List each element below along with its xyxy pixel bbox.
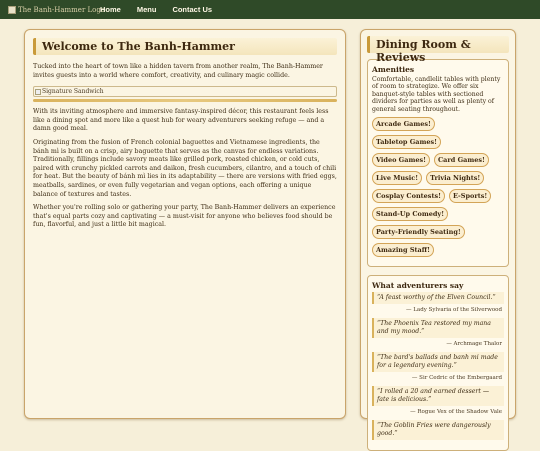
welcome-heading: Welcome to The Banh-Hammer (33, 38, 337, 55)
image-alt-text: Signature Sandwich (42, 88, 104, 96)
review-quote: “I rolled a 20 and earned dessert — fate is delicious.” (372, 386, 504, 406)
top-navigation (0, 0, 540, 19)
review-author: — Lady Sylvaria of the Silverwood (406, 307, 502, 314)
review-item (372, 420, 504, 440)
reviews-title: What adventurers say (372, 281, 464, 291)
logo-link[interactable] (8, 3, 106, 16)
amenity-tags (372, 117, 504, 261)
review-item (372, 292, 504, 313)
review-item (372, 386, 504, 415)
amenities-text: Comfortable, candlelit tables with plenty of room to strategize. We offer six banquet-style tables with sectioned dividers for parties as well as plenty of general seating throughout. (372, 76, 501, 113)
review-quote: “A feast worthy of the Elven Council.” (372, 292, 504, 304)
logo-alt-text: The Banh-Hammer Logo (18, 5, 106, 14)
reviews-card (367, 275, 509, 451)
intro-text: Tucked into the heart of town like a hidden tavern from another realm, The Banh-Hammer invites guests into a world where comfort, creativity, and culinary magic collide. (33, 63, 323, 79)
review-quote: “The bard's ballads and banh mi made for a legendary evening.” (372, 352, 504, 372)
banh-mi-paragraph: Originating from the fusion of French colonial baguettes and Vietnamese ingredients, the bánh mì is built on a crisp, airy baguette that serves as the canvas for endless variations. Traditionally, fillings include savory meats like grilled pork, roasted chicken, or cold cuts, paired with crunchy pickled carrots and daikon, fresh cucumbers, cilantro, and a touch of chili for heat. But the beauty of bánh mì lies in its adaptability — there are versions with fried eggs, meatballs, sardines, or even fully vegetarian and vegan options, each offering a unique balance of textures and tastes. (33, 138, 337, 198)
invitation-paragraph: Whether you're rolling solo or gathering your party, The Banh-Hammer delivers an experience that's equal parts cozy and captivating — a must-visit for anyone who believes food should be fun, flavorful, and just a little bit magical. (33, 204, 336, 229)
review-quote: “The Phoenix Tea restored my mana and my mood.” (372, 318, 504, 338)
tag-stand-up-comedy: Stand-Up Comedy! (372, 207, 448, 221)
review-author: — Archmage Thalor (446, 341, 502, 348)
nav-link-home[interactable]: Home (100, 5, 121, 14)
atmosphere-paragraph: With its inviting atmosphere and immersive fantasy-inspired décor, this restaurant feels less like a dining spot and more like a quest hub for weary adventurers seeking refuge — and a damn good meal. (33, 108, 329, 133)
tag-party-seating: Party-Friendly Seating! (372, 225, 465, 239)
tag-e-sports: E-Sports! (449, 189, 491, 203)
tag-arcade-games: Arcade Games! (372, 117, 435, 131)
tag-trivia-nights: Trivia Nights! (426, 171, 484, 185)
dining-reviews-panel (360, 29, 516, 438)
review-item (372, 318, 504, 347)
dining-heading: Dining Room & Reviews (367, 36, 509, 53)
tag-cosplay-contests: Cosplay Contests! (372, 189, 445, 203)
gold-divider (33, 99, 337, 102)
amenities-title: Amenities (372, 65, 415, 74)
signature-sandwich-image (33, 86, 337, 97)
broken-image-icon (35, 89, 41, 95)
tag-card-games: Card Games! (434, 153, 489, 167)
amenities-card (367, 59, 509, 267)
review-quote: “The Goblin Fries were dangerously good.” (372, 420, 504, 440)
review-author: — Sir Cedric of the Embergaard (411, 375, 502, 382)
welcome-panel (24, 29, 346, 419)
broken-image-icon (8, 6, 16, 14)
tag-live-music: Live Music! (372, 171, 422, 185)
nav-link-menu[interactable]: Menu (136, 5, 157, 14)
tag-video-games: Video Games! (372, 153, 430, 167)
tag-amazing-staff: Amazing Staff! (372, 243, 434, 257)
review-author: — Rogue Vex of the Shadow Vale (410, 409, 502, 416)
review-item (372, 352, 504, 381)
nav-link-contact[interactable]: Contact Us (172, 5, 213, 14)
tag-tabletop-games: Tabletop Games! (372, 135, 441, 149)
